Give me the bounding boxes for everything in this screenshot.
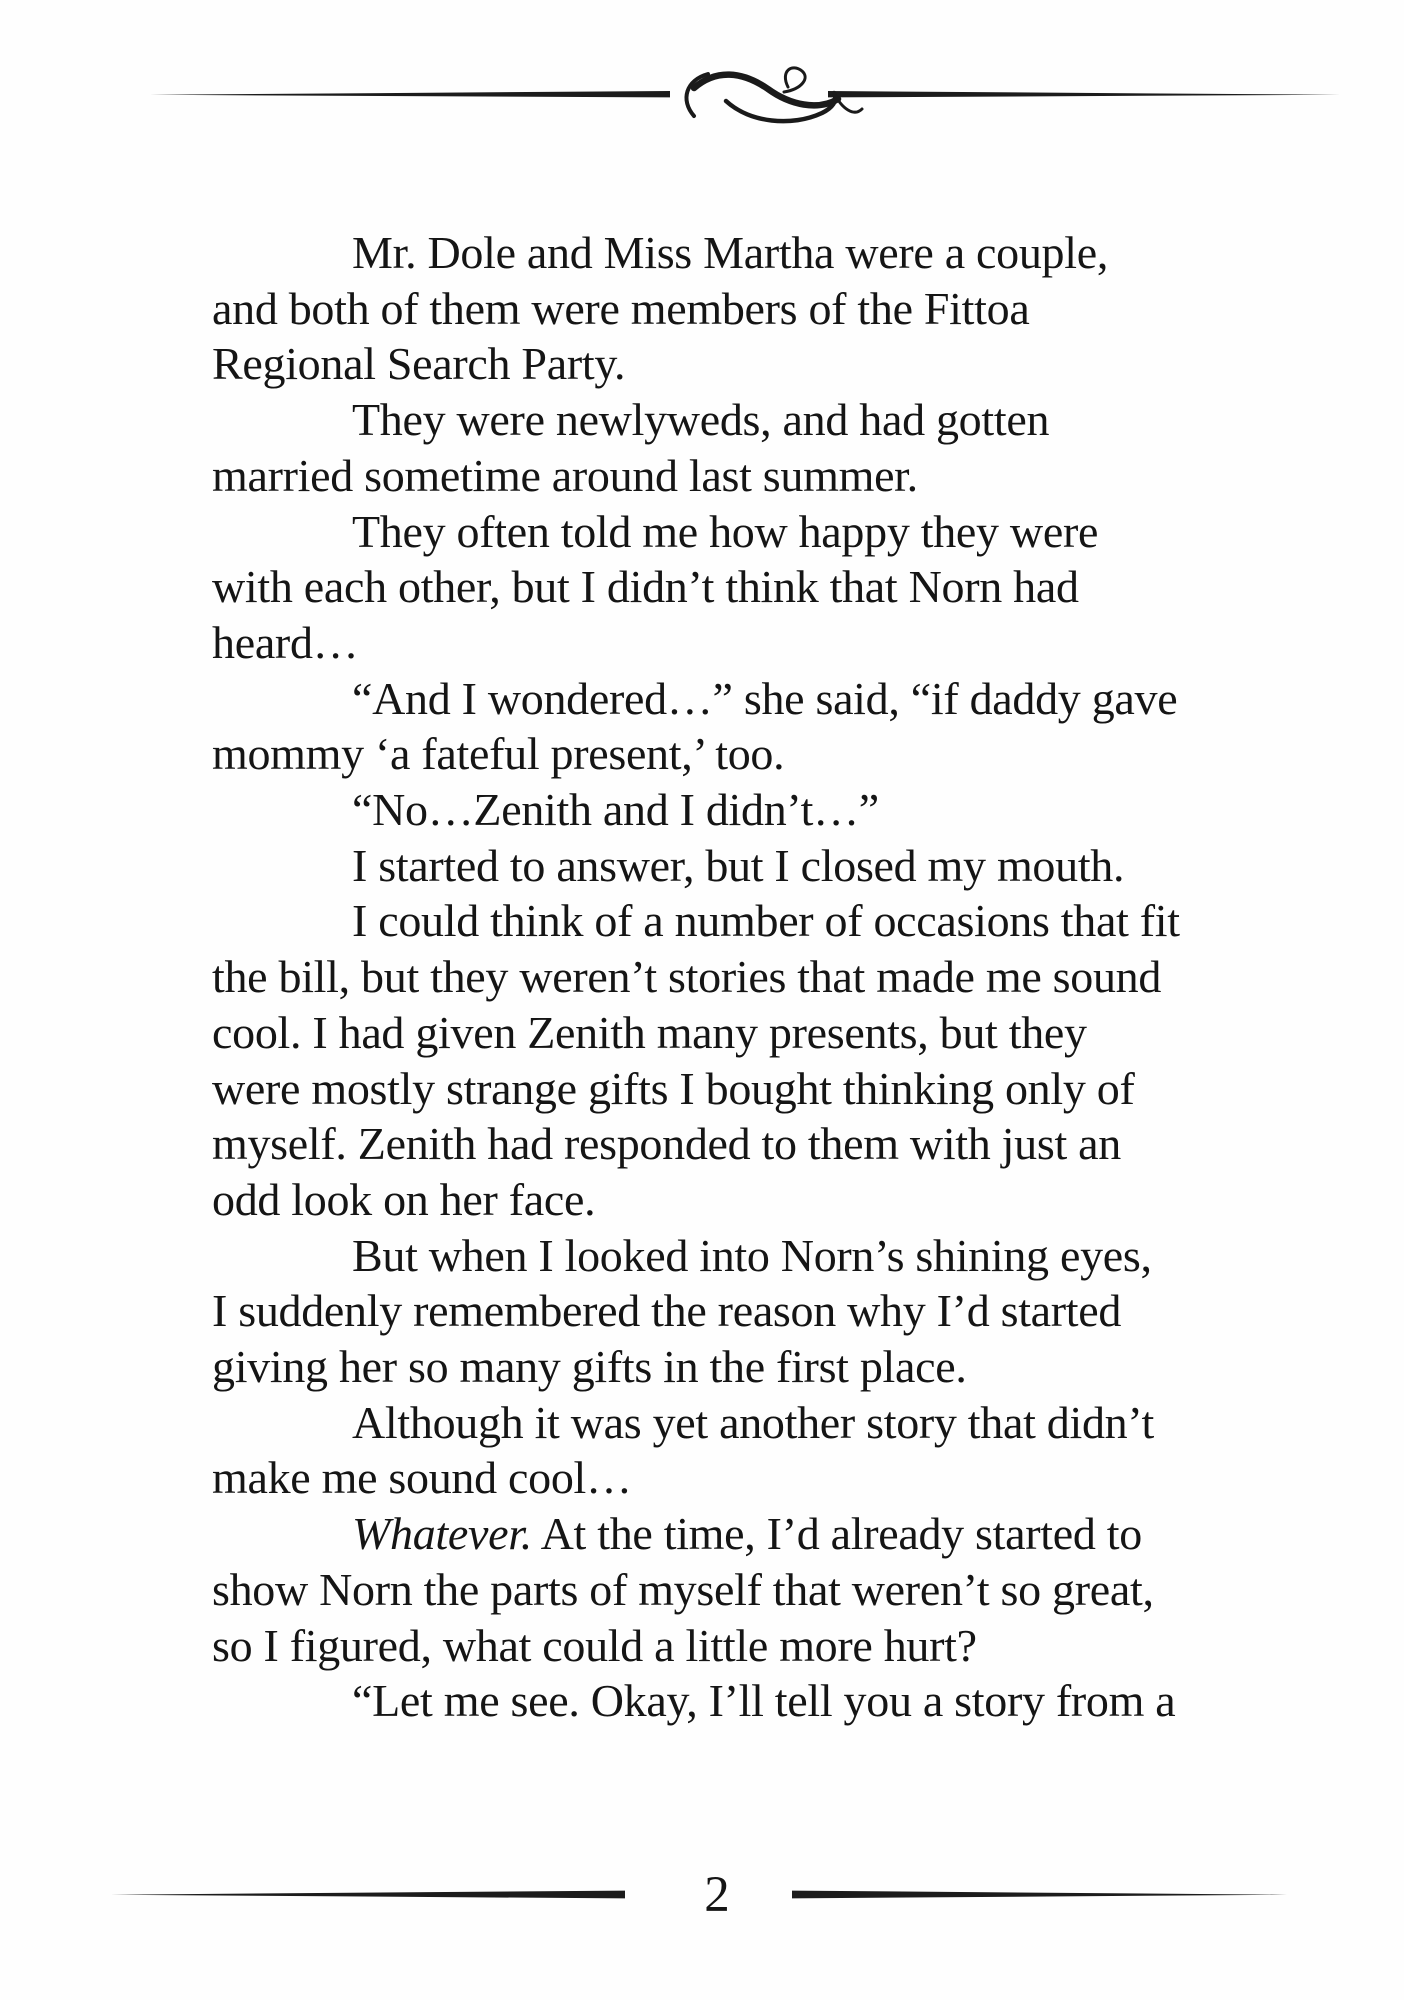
text-line: I could think of a number of occasions that fit (352, 895, 1180, 947)
paragraph (212, 392, 1292, 503)
text-line: myself. Zenith had responded to them with just an (212, 1118, 1121, 1170)
header-rule-left (150, 89, 670, 100)
text-line: and both of them were members of the Fittoa (212, 282, 1030, 334)
text-line: Regional Search Party. (212, 338, 626, 390)
text-line: “No…Zenith and I didn’t…” (352, 784, 879, 836)
text-line: mommy ‘a fateful present,’ too. (212, 728, 785, 780)
page-number: 2 (704, 1867, 730, 1923)
text-line: so I figured, what could a little more hurt? (212, 1619, 977, 1671)
text-line: Although it was yet another story that didn’t (352, 1396, 1155, 1448)
text-line: odd look on her face. (212, 1173, 596, 1225)
text-line (212, 1506, 1292, 1562)
text-line: were mostly strange gifts I bought thinking only of (212, 1062, 1135, 1114)
text-line: show Norn the parts of myself that weren’t so great, (212, 1563, 1154, 1615)
text-line: the bill, but they weren’t stories that made me sound (212, 951, 1162, 1003)
text-line: “Let me see. Okay, I’ll tell you a story from a (352, 1675, 1176, 1727)
paragraph (212, 1395, 1292, 1506)
text-line: with each other, but I didn’t think that Norn had (212, 561, 1079, 613)
paragraph (212, 1673, 1292, 1729)
text-line: make me sound cool… (212, 1452, 632, 1504)
text-line: They were newlyweds, and had gotten (352, 394, 1050, 446)
text-line: married sometime around last summer. (212, 449, 918, 501)
text-line: But when I looked into Norn’s shining eyes, (352, 1229, 1152, 1281)
flourish-ornament-icon (670, 64, 866, 132)
paragraph (212, 1506, 1292, 1673)
paragraph (212, 671, 1292, 782)
text-segment: At the time, I’d already started to (531, 1508, 1142, 1560)
text-line: cool. I had given Zenith many presents, but they (212, 1006, 1087, 1058)
paragraph (212, 893, 1292, 1227)
italic-text-segment: Whatever. (352, 1508, 532, 1560)
text-line: I started to answer, but I closed my mouth. (352, 839, 1125, 891)
paragraph (212, 225, 1292, 392)
paragraph (212, 1228, 1292, 1395)
paragraph (212, 504, 1292, 671)
footer-rule-right (792, 1889, 1287, 1901)
paragraph (212, 838, 1292, 894)
text-line: heard… (212, 616, 359, 668)
footer-rule-left (111, 1889, 625, 1901)
text-line: Mr. Dole and Miss Martha were a couple, (352, 227, 1109, 278)
chapter-header-rule (150, 58, 1340, 134)
text-line: giving her so many gifts in the first place. (212, 1341, 967, 1393)
page-footer (111, 1868, 1287, 1938)
header-rule-right (828, 89, 1340, 100)
text-line: “And I wondered…” she said, “if daddy gave (352, 672, 1178, 724)
text-line: They often told me how happy they were (352, 505, 1099, 557)
page-text (212, 225, 1292, 1729)
text-line: I suddenly remembered the reason why I’d started (212, 1285, 1122, 1337)
paragraph (212, 782, 1292, 838)
